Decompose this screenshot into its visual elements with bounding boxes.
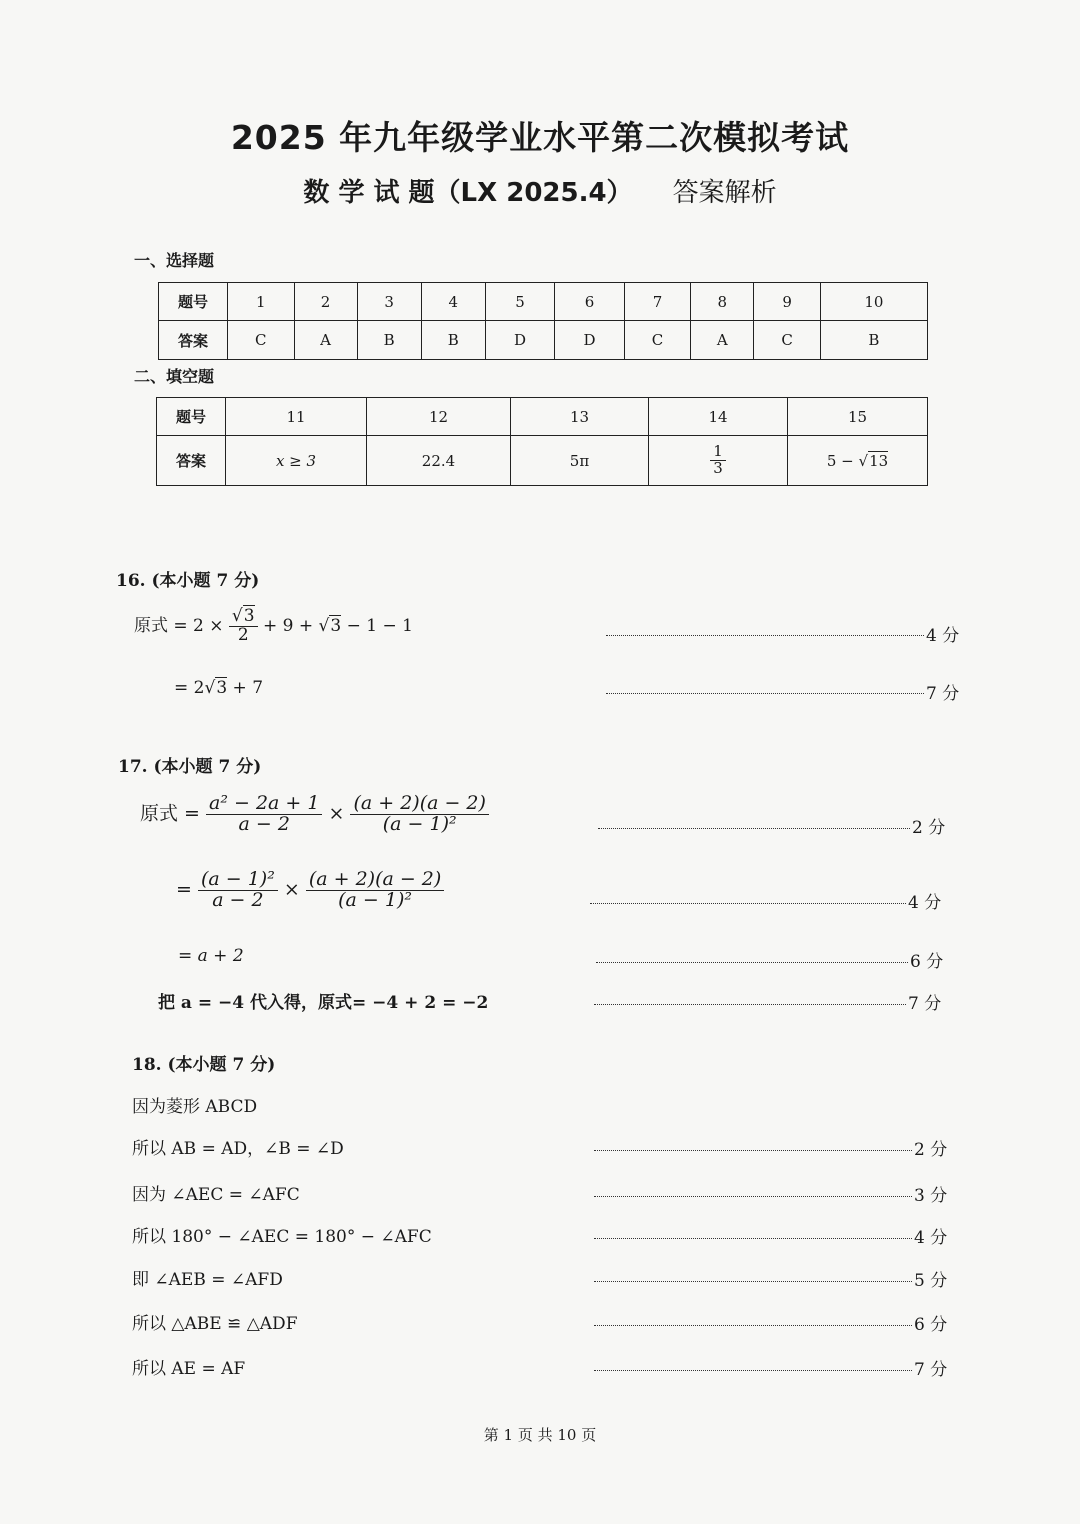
dot-leader [590, 902, 906, 904]
question-number: 15 [788, 398, 928, 436]
q17-step-2-pre: = [176, 878, 198, 901]
q17-heading: 17. (本小题 7 分) [118, 757, 262, 777]
dot-leader [606, 634, 924, 636]
dot-leader [594, 1149, 912, 1151]
fraction-denominator: 2 [237, 624, 249, 645]
dot-leader [594, 1280, 912, 1282]
q17-step-3: = a + 2 [178, 946, 244, 966]
row-label: 答案 [159, 321, 228, 360]
answer-cell [649, 436, 788, 486]
fraction-denominator: (a − 1)² [382, 812, 457, 835]
answer-cell: B [820, 321, 927, 360]
score-mark: 2 分 [912, 818, 946, 838]
fraction [198, 870, 278, 911]
q16-step-1: 原式 = 2 × $\frac{√3}{2}$ + 9 + √3 − 1 − 1 [134, 606, 413, 645]
q16-step-1-post: − 1 − 1 [341, 615, 413, 636]
answer-cell: B [421, 321, 485, 360]
fraction [350, 794, 488, 835]
score-mark: 3 分 [914, 1186, 948, 1206]
q16-step-2-pre: = 2 [174, 678, 205, 698]
q17-step-4: 把 a = −4 代入得，原式= −4 + 2 = −2 [158, 993, 489, 1013]
q18-step-1: 因为菱形 ABCD [132, 1097, 258, 1117]
answer-cell: B [357, 321, 421, 360]
q17-step-1-pre: 原式 = [140, 802, 206, 825]
fraction-denominator: a − 2 [212, 888, 264, 911]
q18-step-2: 所以 AB = AD，∠B = ∠D [132, 1139, 344, 1159]
fraction [710, 444, 726, 477]
fraction-denominator: a − 2 [238, 812, 290, 835]
question-number: 13 [511, 398, 649, 436]
question-number: 7 [624, 283, 691, 321]
q18-heading: 18. (本小题 7 分) [132, 1055, 276, 1075]
page-footer: 第 1 页 共 10 页 [483, 1426, 597, 1444]
score-mark: 5 分 [914, 1271, 948, 1291]
answer-cell: D [485, 321, 554, 360]
q18-step-3: 因为 ∠AEC = ∠AFC [132, 1185, 300, 1205]
dot-leader [596, 961, 908, 963]
answer-cell: x ≥ 3 [226, 436, 367, 486]
fill-answer-table [156, 397, 928, 486]
question-number: 1 [228, 283, 295, 321]
radicand: 3 [330, 615, 342, 636]
fraction-numerator: (a + 2)(a − 2) [306, 870, 444, 891]
dot-leader [594, 1003, 906, 1005]
q17-step-2 [176, 870, 444, 911]
question-number: 10 [820, 283, 927, 321]
answer-cell: 5π [511, 436, 649, 486]
fraction-numerator: √3 [229, 608, 258, 627]
fill-number-row [157, 398, 928, 436]
row-label: 答案 [157, 436, 226, 486]
score-mark: 7 分 [908, 994, 942, 1014]
fraction [229, 608, 258, 645]
score-mark: 4 分 [926, 626, 960, 646]
q16-heading: 16. (本小题 7 分) [116, 571, 260, 591]
fraction-numerator: (a + 2)(a − 2) [350, 794, 488, 815]
times-sign: × [277, 878, 306, 901]
dot-leader [594, 1369, 912, 1371]
dot-leader [606, 692, 924, 694]
question-number: 11 [226, 398, 367, 436]
question-number: 2 [294, 283, 357, 321]
q18-step-4: 所以 180° − ∠AEC = 180° − ∠AFC [132, 1227, 432, 1247]
fraction-numerator: a² − 2a + 1 [206, 794, 322, 815]
q16-step-2: = 2√3 + 7 [174, 678, 264, 698]
exam-title: 2025 年九年级学业水平第二次模拟考试 [230, 118, 850, 157]
question-number: 5 [485, 283, 554, 321]
dot-leader [594, 1324, 912, 1326]
q18-step-7: 所以 AE = AF [132, 1359, 246, 1379]
fraction-denominator: 3 [713, 459, 723, 477]
score-mark: 7 分 [914, 1360, 948, 1380]
section-2-heading: 二、填空题 [134, 367, 215, 386]
q16-step-1-pre: 原式 = 2 × [134, 615, 229, 636]
q18-step-6: 所以 △ABE ≌ △ADF [132, 1314, 298, 1334]
q18-step-5: 即 ∠AEB = ∠AFD [132, 1270, 283, 1290]
question-number: 12 [367, 398, 511, 436]
answer-prefix: 5 − [826, 451, 859, 470]
question-number: 3 [357, 283, 421, 321]
question-number: 4 [421, 283, 485, 321]
radicand: 13 [869, 451, 889, 470]
answer-cell: D [555, 321, 624, 360]
dot-leader [598, 827, 910, 829]
answer-cell: 5 − √13 [788, 436, 928, 486]
score-mark: 6 分 [914, 1315, 948, 1335]
fraction [206, 794, 322, 835]
score-mark: 6 分 [910, 952, 944, 972]
q17-step-1 [140, 794, 489, 835]
question-number: 14 [649, 398, 788, 436]
subtitle-tag: 答案解析 [672, 178, 777, 208]
score-mark: 4 分 [908, 893, 942, 913]
q16-step-1-mid: + 9 + [257, 615, 319, 636]
dot-leader [594, 1237, 912, 1239]
question-number: 8 [691, 283, 754, 321]
answer-cell: A [691, 321, 754, 360]
section-1-heading: 一、选择题 [134, 251, 215, 270]
times-sign: × [322, 802, 351, 825]
score-mark: 7 分 [926, 684, 960, 704]
question-number: 6 [555, 283, 624, 321]
radicand: 3 [216, 678, 228, 698]
answer-cell: C [228, 321, 295, 360]
answer-cell: 22.4 [367, 436, 511, 486]
subtitle-main: 数 学 试 题（LX 2025.4） [303, 178, 633, 208]
question-number: 9 [754, 283, 821, 321]
row-label: 题号 [159, 283, 228, 321]
choice-answer-table [158, 282, 928, 360]
score-mark: 2 分 [914, 1140, 948, 1160]
score-mark: 4 分 [914, 1228, 948, 1248]
q16-step-2-post: + 7 [227, 678, 264, 698]
answer-cell: C [624, 321, 691, 360]
fraction [306, 870, 444, 911]
answer-cell: C [754, 321, 821, 360]
fraction-numerator: 1 [710, 444, 726, 461]
fraction-denominator: (a − 1)² [338, 888, 412, 911]
choice-answer-row [159, 321, 928, 360]
dot-leader [594, 1195, 912, 1197]
fraction-numerator: (a − 1)² [198, 870, 278, 891]
choice-number-row [159, 283, 928, 321]
answer-cell: A [294, 321, 357, 360]
fill-answer-row [157, 436, 928, 486]
radicand: 3 [243, 606, 255, 626]
row-label: 题号 [157, 398, 226, 436]
exam-subtitle [0, 172, 1080, 209]
